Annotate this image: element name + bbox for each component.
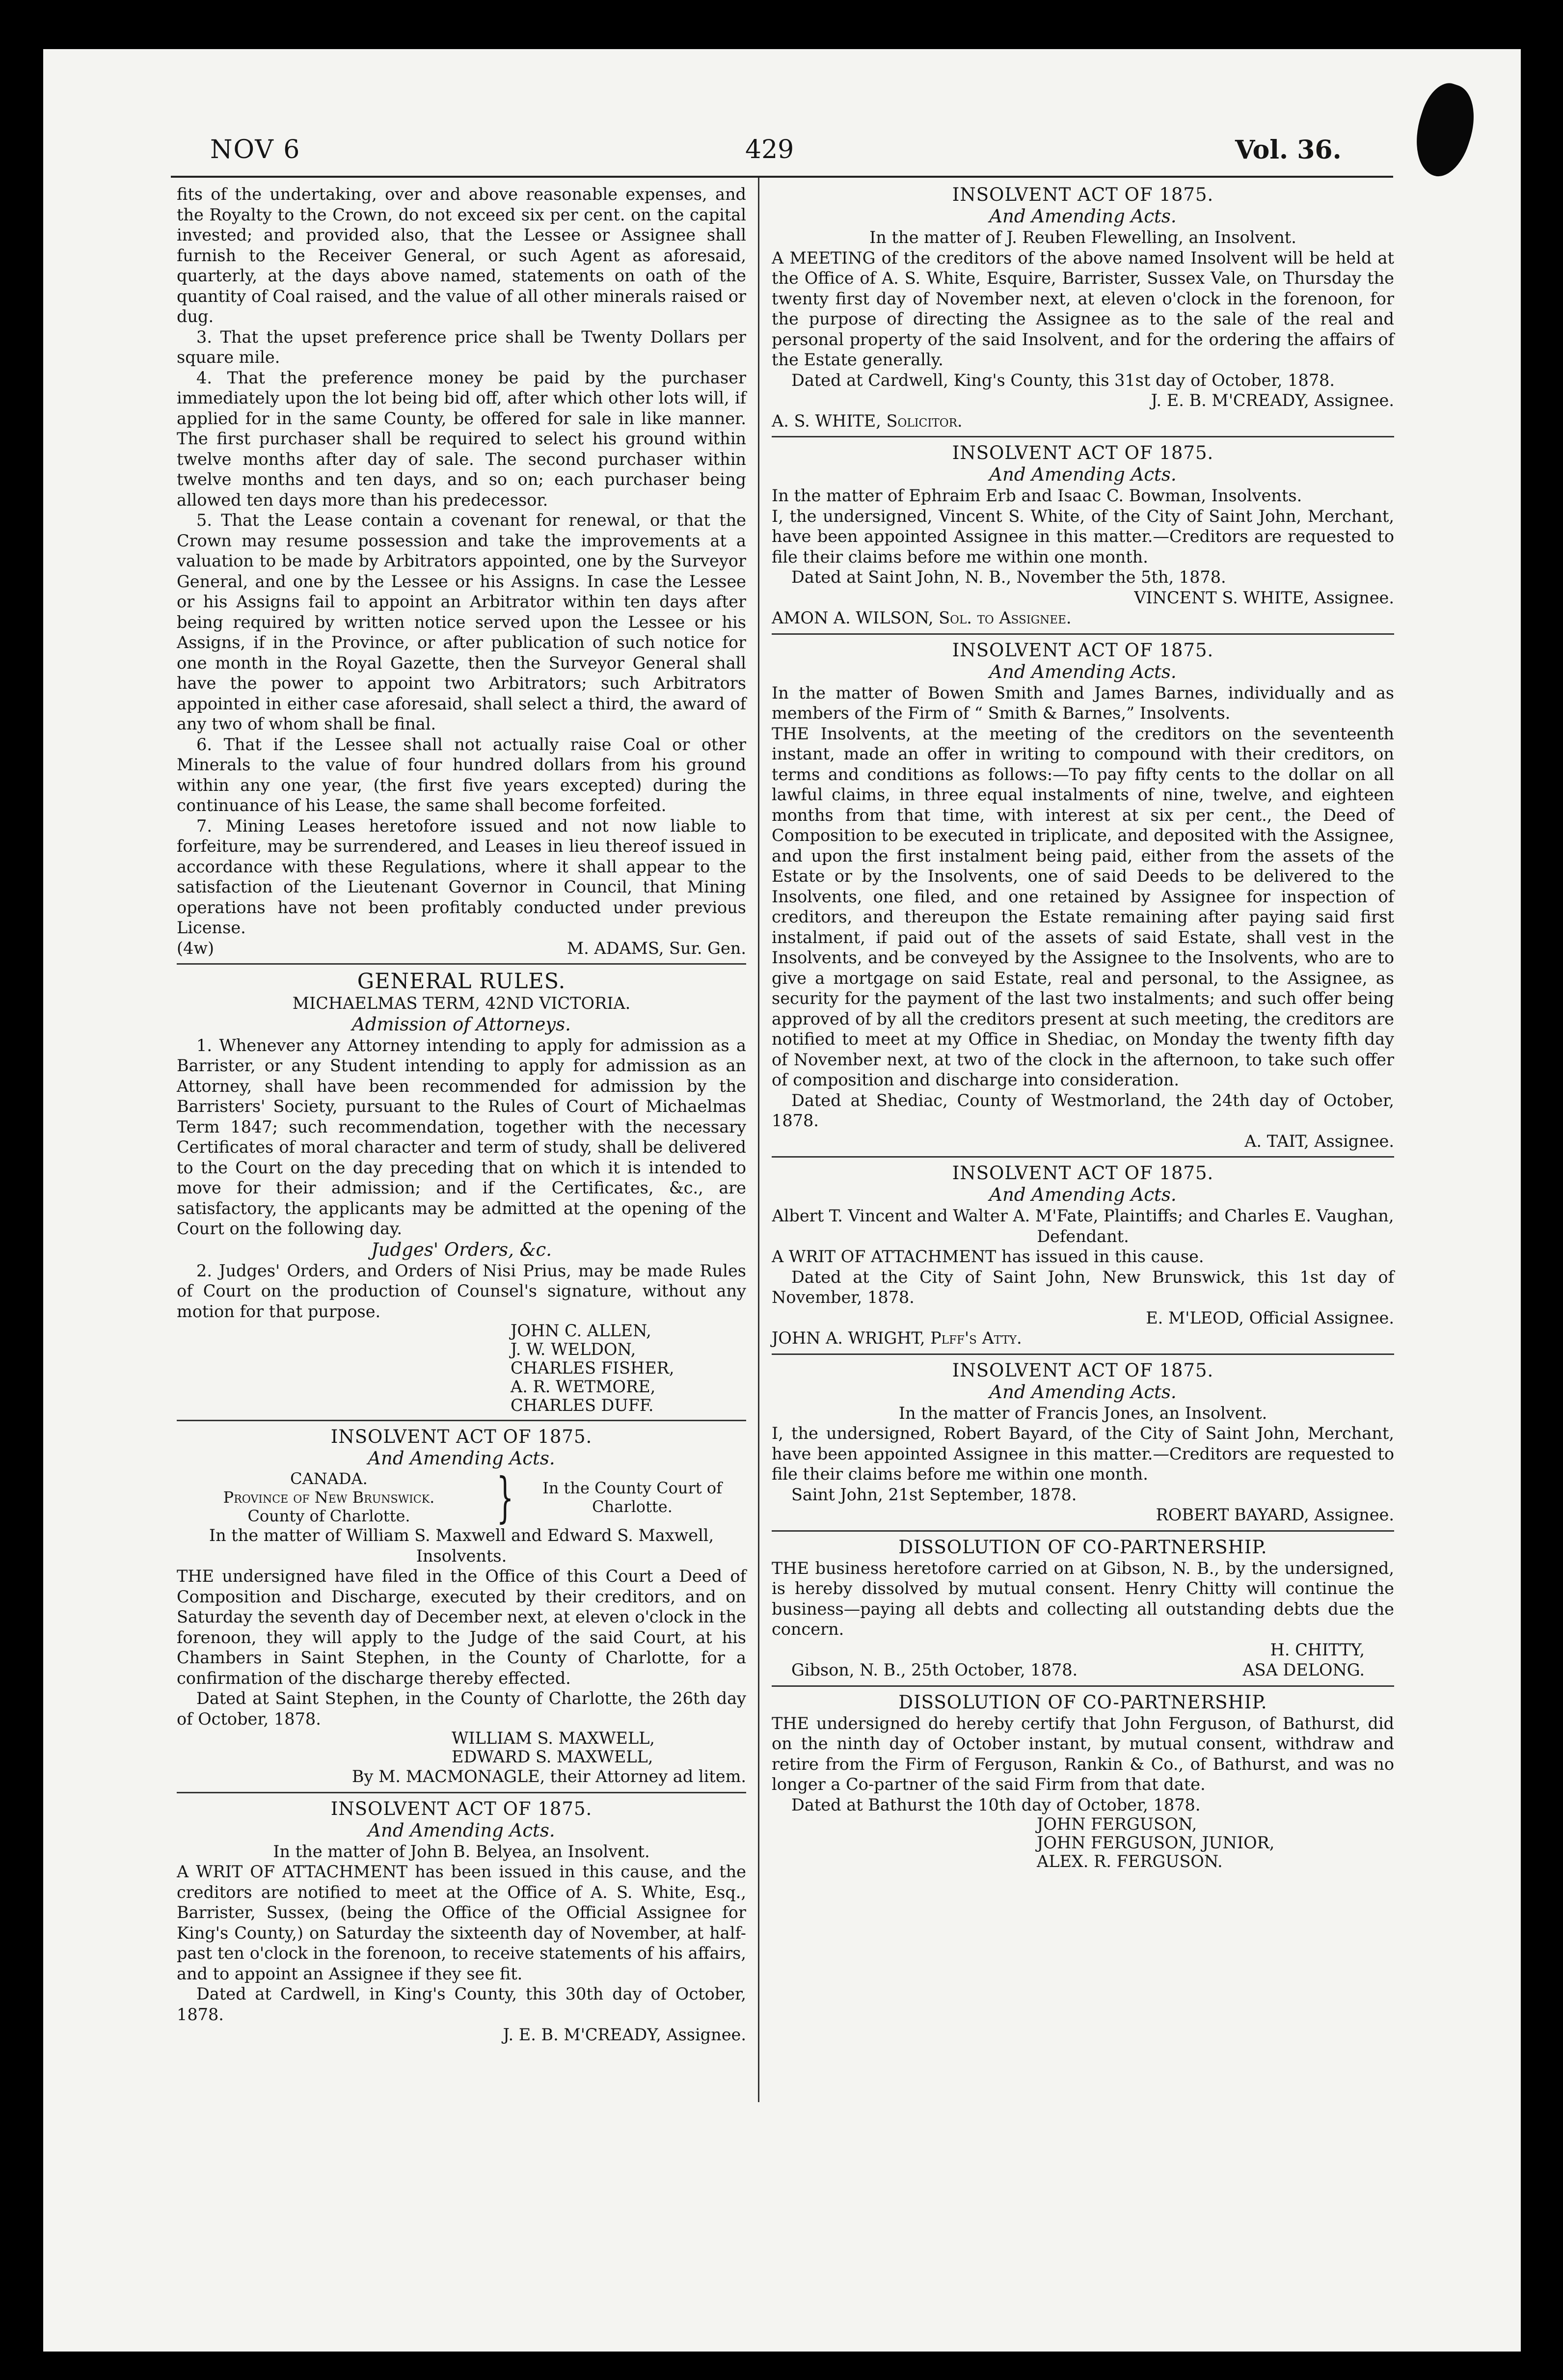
court-county: Charlotte. — [592, 1497, 673, 1516]
notice-title: DISSOLUTION OF CO-PARTNERSHIP. — [898, 1536, 1267, 1558]
notice-title: INSOLVENT ACT OF 1875. — [330, 1798, 593, 1819]
signer-name: WILLIAM S. MAXWELL, — [452, 1729, 655, 1748]
notice-body: A WRIT OF ATTACHMENT has been issued in this cause, and the creditors are notified to meet at the Office of A. S. White, Esq., Barrister, Sussex, (being the Office of the Official Assignee for King's County,) on Saturday the sixteenth day of November, at half-past ten o'clock in the forenoon, to receive statements of his affairs, and to appoint an Assignee if they see fit. — [177, 1862, 746, 1983]
gazette-page — [43, 49, 1521, 2352]
header-rule — [171, 176, 1393, 178]
notice-matter: In the matter of J. Reuben Flewelling, an Insolvent. — [869, 228, 1296, 247]
notice-body: A WRIT OF ATTACHMENT has issued in this cause. — [772, 1247, 1204, 1266]
county-label: County of Charlotte. — [247, 1507, 410, 1525]
brace-glyph: } — [496, 1466, 514, 1529]
signer-name: JOHN FERGUSON, JUNIOR, — [1037, 1833, 1275, 1852]
judge-name: J. W. WELDON, — [511, 1340, 636, 1359]
notice-title: INSOLVENT ACT OF 1875. — [952, 184, 1214, 205]
province-label: Province of New Brunswick. — [223, 1488, 435, 1507]
notice-subtitle: And Amending Acts. — [368, 1819, 555, 1841]
section-rule — [177, 1792, 746, 1793]
lease-paragraph: 7. Mining Leases heretofore issued and not now liable to forfeiture, may be surrendered, and Leases in lieu thereof issued in accordance with these Regulations, where it shall appear to the satisfaction of the Lieutenant Governor in Council, that Mining operations have not been profitably conducted under previous License. — [177, 816, 746, 937]
notice-title: INSOLVENT ACT OF 1875. — [952, 1359, 1214, 1381]
notice-subtitle: And Amending Acts. — [989, 1381, 1177, 1403]
section-rule — [177, 1420, 746, 1421]
notice-dated: Dated at Bathurst the 10th day of October, 1878. — [791, 1795, 1201, 1814]
notice-title: INSOLVENT ACT OF 1875. — [330, 1426, 593, 1447]
notice-title: DISSOLUTION OF CO-PARTNERSHIP. — [898, 1691, 1267, 1713]
notice-signatures — [772, 1815, 1394, 1871]
header-date: NOV 6 — [210, 135, 301, 164]
notice-body: THE undersigned do hereby certify that John Ferguson, of Bathurst, did on the ninth day of October instant, by mutual consent, withdraw and retire from the Firm of Ferguson, Rankin & Co., of Bathurst, and was no longer a Co-partner of the said Firm from that date. — [772, 1713, 1394, 1794]
notice-title: INSOLVENT ACT OF 1875. — [952, 639, 1214, 661]
section-rule — [177, 963, 746, 965]
notice-body: THE Insolvents, at the meeting of the creditors on the seventeenth instant, made an offer in writing to compound with their creditors, on terms and conditions as follows:—To pay fifty cents to the dollar on all lawful claims, in three equal instalments of nine, twelve, and eighteen months from that time, with interest at six per cent., the Deed of Composition to be executed in triplicate, and deposited with the Assignee, and upon the first instalment being paid, either from the assets of the Estate or by the Insolvents, one of said Deeds to be delivered to the Insolvents, one filed, and one retained by Assignee for inspection of creditors, and thereupon the Estate remaining after paying said first instalment, if paid out of the assets of said Estate, shall vest in the Insolvents, and be conveyed by the Assignee to the Insolvents, who are to give a mortgage on said Estate, real and personal, to the Assignee, as security for the payment of the last two instalments; and such offer being approved of by all the creditors present at such meeting, the creditors are notified to meet at my Office in Shediac, on Monday the twenty fifth day of November next, at two of the clock in the afternoon, to take such offer of composition and discharge into consideration. — [772, 724, 1394, 1089]
volume-number: Vol. 36. — [1235, 135, 1342, 165]
notice-signer: VINCENT S. WHITE, Assignee. — [1134, 588, 1394, 607]
notice-body: A MEETING of the creditors of the above named Insolvent will be held at the Office of A. S. White, Esquire, Barrister, Sussex Vale, on Thursday the twenty first day of November next, at eleven o'clock in the forenoon, for the purpose of directing the Assignee as to the sale of the real and personal property of the said Insolvent, and for the ordering the affairs of the Estate generally. — [772, 248, 1394, 369]
notice-subtitle: And Amending Acts. — [989, 464, 1177, 485]
notice-body: THE undersigned have filed in the Office of this Court a Deed of Composition and Discharge, executed by their creditors, and on Saturday the seventh day of December next, at eleven o'clock in the forenoon, they will apply to the Judge of the said Court, at his Chambers in Saint Stephen, in the County of Charlotte, for a confirmation of the discharge thereby effected. — [177, 1567, 746, 1688]
notice-dated: Dated at Cardwell, in King's County, this 30th day of October, 1878. — [177, 1984, 746, 2024]
judge-name: CHARLES FISHER, — [511, 1358, 674, 1378]
canada-label: CANADA. — [290, 1469, 368, 1488]
lease-signer: M. ADAMS, Sur. Gen. — [566, 938, 746, 958]
lease-paragraph: fits of the undertaking, over and above reasonable expenses, and the Royalty to the Crown, do not exceed six per cent. on the capital invested; and provided also, that the Lessee or Assignee shall furnish to the Receiver General, or such Agent as aforesaid, quarterly, at the days above named, statements on oath of the quantity of Coal raised, and the value of all other minerals raised or dug. — [177, 185, 746, 326]
column-divider — [758, 178, 759, 2102]
notice-matter: In the matter of John B. Belyea, an Insolvent. — [273, 1841, 650, 1861]
judge-name: CHARLES DUFF. — [511, 1396, 654, 1415]
court-label: In the County Court of — [542, 1479, 722, 1497]
notice-signatures — [177, 1729, 746, 1766]
notice-subtitle: And Amending Acts. — [989, 661, 1177, 682]
left-column — [177, 184, 746, 2045]
notice-matter: In the matter of Ephraim Erb and Isaac C. Bowman, Insolvents. — [772, 486, 1302, 505]
rules-subtitle: Admission of Attorneys. — [352, 1013, 571, 1035]
notice-dated: Dated at Saint John, N. B., November the 5th, 1878. — [791, 568, 1226, 587]
notice-signer: A. TAIT, Assignee. — [1244, 1131, 1394, 1151]
notice-signer: ROBERT BAYARD, Assignee. — [1156, 1505, 1394, 1524]
section-rule — [772, 633, 1394, 635]
notice-body: THE business heretofore carried on at Gibson, N. B., by the undersigned, is hereby dissolved by mutual consent. Henry Chitty will continue the business—paying all debts and collecting all outstanding debts due the concern. — [772, 1558, 1394, 1639]
notice-dated: Dated at Cardwell, King's County, this 31st day of October, 1878. — [791, 370, 1335, 390]
notice-body: I, the undersigned, Vincent S. White, of the City of Saint John, Merchant, have been appointed Assignee in this matter.—Creditors are requested to file their claims before me within one month. — [772, 506, 1394, 567]
notice-dated: Dated at the City of Saint John, New Brunswick, this 1st day of November, 1878. — [772, 1267, 1394, 1307]
judge-name: A. R. WETMORE, — [511, 1377, 656, 1396]
notice-attorney: By M. MACMONAGLE, their Attorney ad litem. — [351, 1767, 746, 1786]
notice-signer: J. E. B. M'CREADY, Assignee. — [1151, 391, 1394, 410]
judges-signatures — [177, 1322, 746, 1415]
notice-matter: In the matter of Bowen Smith and James Barnes, individually and as members of the Firm of “ Smith & Barnes,” Insolvents. — [772, 683, 1394, 723]
notice-subtitle: And Amending Acts. — [989, 1184, 1177, 1205]
lease-paragraph: 3. That the upset preference price shall be Twenty Dollars per square mile. — [177, 327, 746, 367]
notice-matter: In the matter of William S. Maxwell and Edward S. Maxwell, Insolvents. — [209, 1526, 714, 1566]
notice-body: I, the undersigned, Robert Bayard, of the City of Saint John, Merchant, have been appointed Assignee in this matter.—Creditors are requested to file their claims before me within one month. — [772, 1424, 1394, 1484]
notice-solicitor: A. S. WHITE, Solicitor. — [772, 411, 963, 431]
signer-name: EDWARD S. MAXWELL, — [452, 1747, 653, 1766]
page-header — [43, 130, 1521, 174]
notice-place: Gibson, N. B., 25th October, 1878. — [791, 1660, 1078, 1679]
lease-paragraph: 6. That if the Lessee shall not actually raise Coal or other Minerals to the value of four hundred dollars from his ground within any one year, (the first five years excepted) during the continuance of his Lease, the same shall become forfeited. — [177, 734, 746, 815]
rules-paragraph: 2. Judges' Orders, and Orders of Nisi Prius, may be made Rules of Court on the production of Counsel's signature, without any motion for that purpose. — [177, 1261, 746, 1321]
notice-title: INSOLVENT ACT OF 1875. — [952, 442, 1214, 463]
rules-paragraph: 1. Whenever any Attorney intending to apply for admission as a Barrister, or any Student intending to apply for admission as an Attorney, shall have been recommended for admission by the Barristers' Society, pursuant to the Rules of Court of Michaelmas Term 1847; such recommendation, together with the necessary Certificates of moral character and term of study, shall be delivered to the Court on the day preceding that on which it is intended to move for their admission; and if the Certificates, &c., are satisfactory, the applicants may be admitted at the opening of the Court on the following day. — [177, 1035, 746, 1238]
notice-signer: J. E. B. M'CREADY, Assignee. — [503, 2025, 746, 2044]
notice-signer: ASA DELONG. — [1242, 1660, 1365, 1679]
notice-signer: E. M'LEOD, Official Assignee. — [1146, 1308, 1394, 1327]
signer-name: ALEX. R. FERGUSON. — [1037, 1852, 1223, 1871]
lease-signature-line — [177, 938, 746, 959]
notice-signer: H. CHITTY, — [1270, 1640, 1365, 1659]
notice-solicitor: AMON A. WILSON, Sol. to Assignee. — [772, 608, 1072, 627]
section-rule — [772, 436, 1394, 437]
notice-place-line — [772, 1660, 1394, 1680]
notice-matter: In the matter of Francis Jones, an Insolvent. — [898, 1403, 1267, 1423]
notice-subtitle: And Amending Acts. — [368, 1448, 555, 1469]
lease-paragraph: 4. That the preference money be paid by the purchaser immediately upon the lot being bid off, after which other lots will, if applied for in the same County, be offered for sale in like manner. The first purchaser shall be required to select his ground within twelve months after day of sale. The second purchaser within twelve months and ten days, and so on; each purchaser being allowed ten days more than his predecessor. — [177, 368, 746, 510]
signer-name: JOHN FERGUSON, — [1037, 1814, 1197, 1834]
section-rule — [772, 1530, 1394, 1532]
notice-title: INSOLVENT ACT OF 1875. — [952, 1163, 1214, 1184]
lease-mark: (4w) — [177, 938, 215, 958]
page-number: 429 — [745, 135, 794, 164]
rules-subtitle: Judges' Orders, &c. — [371, 1239, 552, 1260]
jurisdiction-block — [177, 1466, 746, 1529]
section-rule — [772, 1685, 1394, 1687]
section-rule — [772, 1156, 1394, 1158]
notice-attorney: JOHN A. WRIGHT, Plff's Atty. — [772, 1328, 1022, 1348]
notice-dated: Dated at Shediac, County of Westmorland, the 24th day of October, 1878. — [772, 1090, 1394, 1130]
rules-title: GENERAL RULES. — [357, 969, 566, 994]
notice-parties: Albert T. Vincent and Walter A. M'Fate, Plaintiffs; and Charles E. Vaughan, Defendant. — [772, 1206, 1394, 1246]
notice-subtitle: And Amending Acts. — [989, 206, 1177, 227]
section-rule — [772, 1353, 1394, 1355]
rules-term: MICHAELMAS TERM, 42ND VICTORIA. — [292, 994, 631, 1013]
right-column — [772, 184, 1394, 1871]
notice-dated: Dated at Saint Stephen, in the County of Charlotte, the 26th day of October, 1878. — [177, 1689, 746, 1729]
judge-name: JOHN C. ALLEN, — [511, 1321, 651, 1340]
notice-dated: Saint John, 21st September, 1878. — [791, 1485, 1077, 1504]
lease-paragraph: 5. That the Lease contain a covenant for renewal, or that the Crown may resume possession and take the improvements at a valuation to be made by Arbitrators appointed, one by the Surveyor General, and one by the Lessee or his Assigns. In case the Lessee or his Assigns fail to appoint an Arbitrator within ten days after being required by written notice served upon the Lessee or his Assigns, if in the Province, or after publication of such notice for one month in the Royal Gazette, then the Surveyor General shall have the power to appoint two Arbitrators; such Arbitrators appointed in either case aforesaid, shall select a third, the award of any two of whom shall be final. — [177, 511, 746, 733]
